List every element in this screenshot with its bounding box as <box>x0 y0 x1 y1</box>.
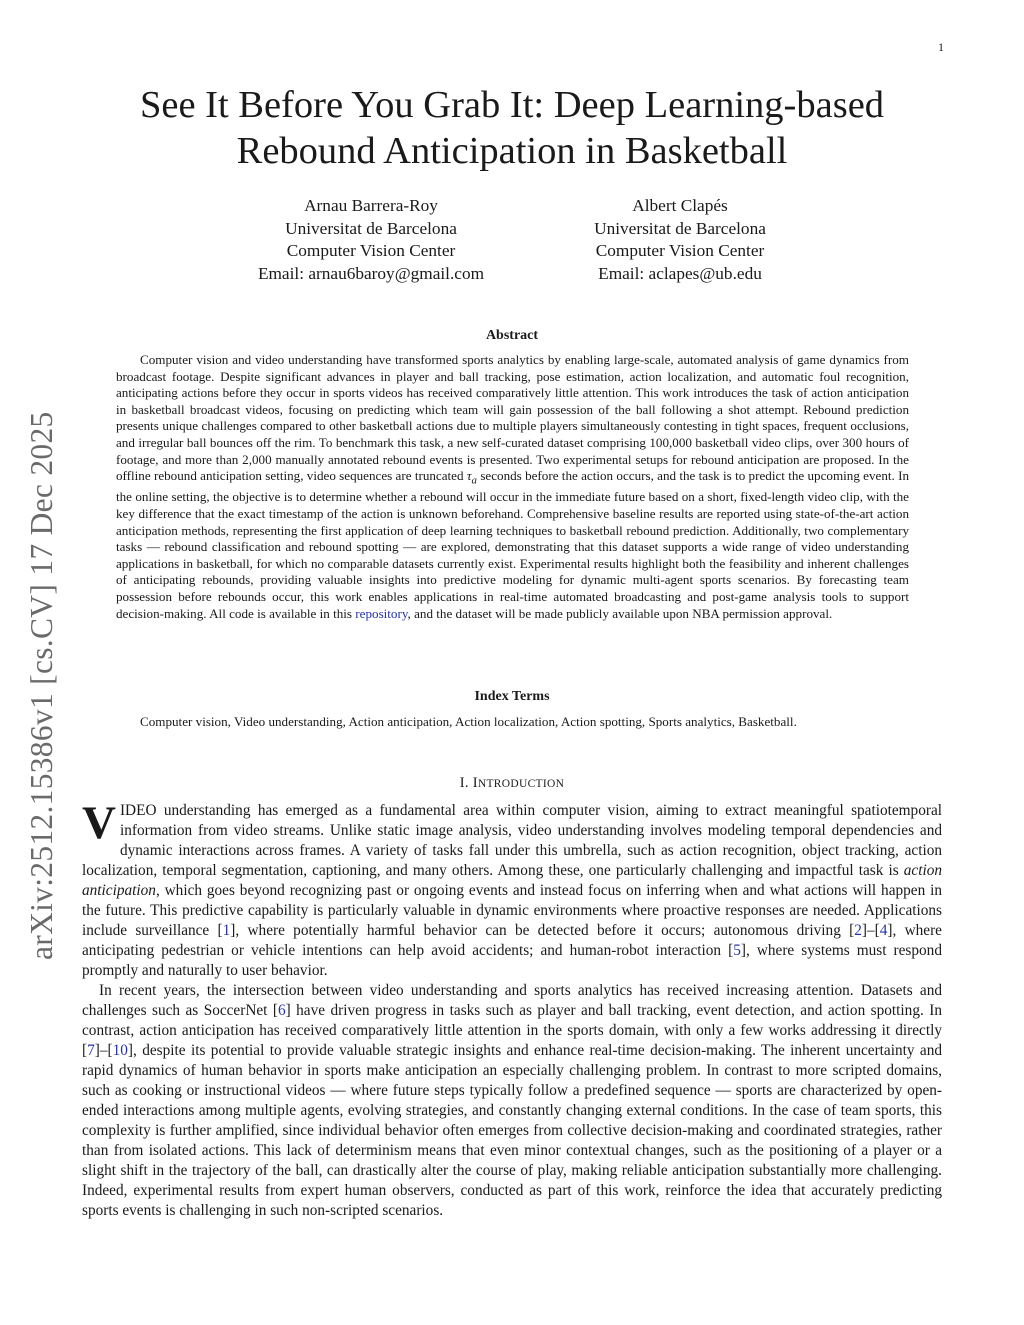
intro-text: ]–[ <box>94 1042 113 1059</box>
repository-link[interactable]: repository <box>355 605 408 621</box>
introduction-body <box>82 797 942 1221</box>
author-block-1 <box>211 195 531 285</box>
citation-link[interactable]: 5 <box>733 942 741 959</box>
section-heading <box>0 775 1024 792</box>
author-block-2 <box>520 195 840 285</box>
author-affiliation: Computer Vision Center <box>595 241 765 260</box>
intro-text: IDEO understanding has emerged as a fundamental area within computer vision, aiming to extract meaningful spatiotemporal information from video streams. Unlike static image analysis, video understanding involves modeling temporal dependencies and dynamic interactions across frames. A variety of tasks fall under this umbrella, such as action recognition, object tracking, action localization, temporal segmentation, captioning, and many others. Among these, one particularly challenging and impactful task is <box>82 802 942 879</box>
abstract-text: , and the dataset will be made publicly available upon NBA permission approval. <box>407 605 833 621</box>
abstract-heading: Abstract <box>485 328 539 343</box>
author-affiliation: Computer Vision Center <box>286 241 456 260</box>
intro-text: , which goes beyond recognizing past or ongoing events and instead focus on inferring when and what actions will happen in the future. This predictive capability is particularly valuable in dynamic environments where proactive responses are needed. Applications include surveillance [ <box>82 882 942 939</box>
intro-text: ] have driven progress in tasks such as player and ball tracking, event detection, and action spotting. In contrast, action anticipation has received comparatively little attention in the sports domain, with only a few works addressing it directly [ <box>82 1002 942 1059</box>
section-title-initial: I <box>472 775 478 791</box>
arxiv-identifier: arXiv:2512.15386v1 [cs.CV] 17 Dec 2025 <box>24 411 59 960</box>
intro-text: ], where potentially harmful behavior can be detected before it occurs; autonomous driving [ <box>230 922 855 939</box>
abstract-body <box>116 352 909 622</box>
citation-link[interactable]: 1 <box>222 922 231 939</box>
drop-cap: V <box>82 797 116 849</box>
title-line-1: See It Before You Grab It: Deep Learning-based <box>139 84 885 126</box>
author-email: Email: arnau6baroy@gmail.com <box>257 263 485 283</box>
intro-paragraph-2 <box>82 981 942 1221</box>
citation-link[interactable]: 6 <box>277 1002 286 1019</box>
tau-symbol <box>466 468 477 487</box>
intro-text: ], where anticipating pedestrian or vehicle intentions can help avoid accidents; and human-robot interaction [ <box>82 922 942 959</box>
citation-link[interactable]: 10 <box>112 1042 128 1059</box>
abstract-text: Computer vision and video understanding have transformed sports analytics by enabling large-scale, automated analysis of game dynamics from broadcast footage. Despite significant advances in player and ball tracking, pose estimation, action localization, and automatic foul recognition, anticipating actions before they occur in sports videos has received comparatively little attention. This work introduces the task of action anticipation in basketball broadcast videos, focusing on predicting which team will gain possession of the ball following a shot attempt. Rebound prediction presents unique challenges compared to other basketball actions due to multiple players simultaneously contesting in tight spaces, frequent occlusions, and irregular ball bounces off the rim. To benchmark this task, a new self-curated dataset comprising 100,000 basketball video clips, over 300 hours of footage, and more than 2,000 manually annotated rebound events is presented. Two experimental setups for rebound anticipation are proposed. In the offline rebound anticipation setting, video sequences are truncated <box>116 352 909 484</box>
intro-paragraph-1 <box>82 797 942 981</box>
intro-text: ]–[ <box>861 922 880 939</box>
index-terms-heading: Index Terms <box>474 689 550 704</box>
intro-text: ], where systems must respond promptly and naturally to user behavior. <box>82 942 942 979</box>
abstract-text: seconds before the action occurs, and the task is to predict the upcoming event. In the online setting, the objective is to determine whether a rebound will occur in the immediate future based on a short, fixed-length video clip, with the key difference that the exact timestamp of the action is unknown beforehand. Comprehensive baseline results are reported using state-of-the-art action anticipation methods, representing the first application of deep learning techniques to basketball rebound prediction. Additionally, two complementary tasks — rebound classification and rebound spotting — are explored, demonstrating that this dataset supports a wide range of video understanding applications in basketball, for which no comparable datasets currently exist. Experimental results highlight both the feasibility and inherent challenges of anticipating rebounds, providing valuable insights into predictive modeling for dynamic multi-agent sports scenarios. By forecasting team possession before rebounds occur, this work enables applications in real-time automated broadcasting and post-game analysis tools to support decision-making. All code is available in this <box>116 468 910 621</box>
page-number: 1 <box>938 40 944 54</box>
intro-text: ], despite its potential to provide valuable strategic insights and enhance real-time decision-making. The inherent uncertainty and rapid dynamics of human behavior in sports make anticipation an especially challenging problem. In contrast to more scripted domains, such as cooking or instructional videos — where future steps typically follow a predefined sequence — sports are characterized by open-ended interactions among multiple agents, evolving strategies, and constantly changing external conditions. In the case of team sports, this complexity is further amplified, since individual behavior often emerges from collective decision-making and coordinated strategies, rather than from isolated actions. This lack of determinism means that even minor contextual changes, such as the positioning of a player or a slight shift in the trajectory of the ball, can drastically alter the course of play, making reliable anticipation substantially more challenging. Indeed, experimental results from expert human observers, conducted as part of this work, reinforce the idea that accurately predicting sports events is challenging in such non-scripted scenarios. <box>82 1042 942 1219</box>
intro-emphasis: action anticipation <box>82 862 942 899</box>
author-name: Albert Clapés <box>632 196 728 215</box>
index-terms-body: Computer vision, Video understanding, Action anticipation, Action localization, Action spotting, Sports analytics, Basketball. <box>140 714 797 729</box>
author-name: Arnau Barrera-Roy <box>304 196 438 215</box>
paper-title <box>60 82 964 174</box>
author-affiliation: Universitat de Barcelona <box>285 218 457 238</box>
title-line-2: Rebound Anticipation in Basketball <box>236 130 788 172</box>
intro-text: In recent years, the intersection between video understanding and sports analytics has received increasing attention. Datasets and challenges such as SoccerNet [ <box>82 982 942 1019</box>
tau-symbol-char: τ <box>466 468 472 484</box>
citation-link[interactable]: 7 <box>87 1042 95 1059</box>
section-title-rest: NTRODUCTION <box>477 778 565 790</box>
citation-link[interactable]: 4 <box>879 922 888 939</box>
author-affiliation: Universitat de Barcelona <box>594 218 766 238</box>
tau-subscript: a <box>471 474 477 487</box>
section-numeral: I. <box>459 775 473 791</box>
citation-link[interactable]: 2 <box>854 922 862 939</box>
author-email: Email: aclapes@ub.edu <box>598 263 762 283</box>
